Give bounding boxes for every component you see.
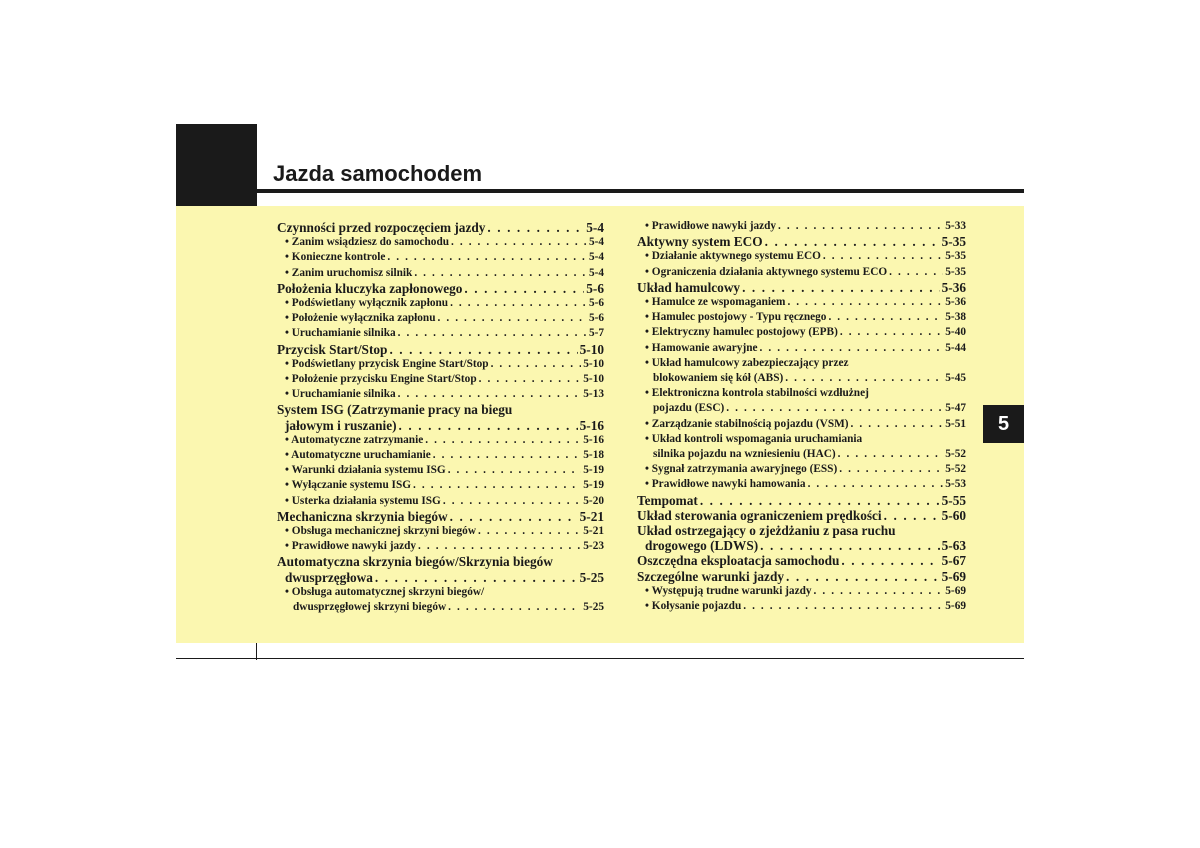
toc-entry-text: • Obsługa automatycznej skrzyni biegów/ xyxy=(285,585,485,598)
toc-line xyxy=(277,554,604,569)
toc-page-number: 5-25 xyxy=(579,569,604,585)
toc-line xyxy=(277,342,604,357)
toc-line xyxy=(277,448,604,463)
dot-leader xyxy=(375,570,578,585)
toc-subsection[interactable] xyxy=(277,326,604,341)
toc-line xyxy=(277,296,604,311)
toc-page-number: 5-33 xyxy=(945,220,966,232)
toc-page-number: 5-7 xyxy=(588,327,604,340)
toc-page-number: 5-10 xyxy=(583,357,604,370)
toc-subsection[interactable] xyxy=(637,341,966,356)
toc-line xyxy=(277,266,604,281)
toc-section[interactable] xyxy=(277,220,604,235)
toc-page-number: 5-21 xyxy=(583,525,604,538)
toc-page-number: 5-18 xyxy=(583,449,604,462)
toc-line xyxy=(277,418,604,433)
toc-page-number: 5-35 xyxy=(945,265,966,278)
toc-line xyxy=(277,250,604,265)
toc-page-number: 5-69 xyxy=(945,584,966,597)
toc-line xyxy=(277,600,604,615)
dot-leader xyxy=(814,584,944,599)
toc-section[interactable] xyxy=(277,509,604,524)
dot-leader xyxy=(413,478,581,493)
toc-entry-text: • Układ hamulcowy zabezpieczający przez xyxy=(645,356,849,369)
toc-entry-text: • Zarządzanie stabilnością pojazdu (VSM) xyxy=(645,417,849,430)
toc-page-number: 5-67 xyxy=(941,553,966,569)
toc-subsection[interactable] xyxy=(637,584,966,599)
toc-line xyxy=(277,387,604,402)
dot-leader xyxy=(448,600,581,615)
toc-subsection[interactable] xyxy=(277,372,604,387)
toc-section[interactable] xyxy=(637,493,966,508)
toc-entry-text: Automatyczna skrzynia biegów/Skrzynia biegów xyxy=(277,554,553,570)
toc-entry-text: • Automatyczne zatrzymanie xyxy=(285,433,424,446)
toc-section[interactable] xyxy=(637,280,966,295)
toc-entry-text: • Elektroniczna kontrola stabilności wzdłużnej xyxy=(645,387,869,400)
dot-leader xyxy=(414,266,587,281)
toc-entry-text: Mechaniczna skrzynia biegów xyxy=(277,508,448,524)
toc-page-number: 5-35 xyxy=(945,250,966,263)
toc-entry-text: • Sygnał zatrzymania awaryjnego (ESS) xyxy=(645,463,838,476)
dot-leader xyxy=(838,447,944,462)
toc-line xyxy=(637,569,966,584)
toc-line xyxy=(637,295,966,310)
toc-section[interactable] xyxy=(637,523,966,553)
toc-line xyxy=(637,310,966,325)
toc-section[interactable] xyxy=(277,281,604,296)
toc-entry-text: • Kołysanie pojazdu xyxy=(645,600,742,613)
toc-line xyxy=(277,524,604,539)
toc-page-number: 5-63 xyxy=(941,538,966,554)
toc-entry-text: • Podświetlany przycisk Engine Start/Stop xyxy=(285,357,489,370)
dot-leader xyxy=(743,599,943,614)
dot-leader xyxy=(389,342,577,357)
toc-line xyxy=(277,433,604,448)
toc-entry-text: • Obsługa mechanicznej skrzyni biegów xyxy=(285,525,476,538)
toc-line xyxy=(637,584,966,599)
toc-subsection[interactable] xyxy=(277,235,604,250)
toc-page-number: 5-4 xyxy=(588,236,604,249)
toc-entry-text: Oszczędna eksploatacja samochodu xyxy=(637,553,840,569)
toc-subsection[interactable] xyxy=(277,433,604,448)
toc-line xyxy=(277,585,604,600)
dot-leader xyxy=(464,281,584,296)
toc-line xyxy=(277,539,604,554)
dot-leader xyxy=(786,569,940,584)
toc-line xyxy=(637,356,966,371)
toc-page-number: 5-4 xyxy=(586,220,604,235)
toc-line xyxy=(277,494,604,509)
toc-subsection[interactable] xyxy=(637,310,966,325)
dot-leader xyxy=(760,538,939,553)
toc-page-number: 5-51 xyxy=(945,417,966,430)
toc-page-number: 5-53 xyxy=(945,478,966,491)
toc-subsection[interactable] xyxy=(637,325,966,340)
toc-section[interactable] xyxy=(277,554,604,584)
toc-line xyxy=(637,462,966,477)
toc-entry-text: Układ ostrzegający o zjeżdżaniu z pasa ruchu xyxy=(637,523,896,539)
toc-page-number: 5-40 xyxy=(945,326,966,339)
toc-subsection[interactable] xyxy=(277,463,604,478)
toc-page-number: 5-52 xyxy=(945,463,966,476)
toc-entry-text: Tempomat xyxy=(637,492,698,508)
toc-entry-text: pojazdu (ESC) xyxy=(653,402,725,415)
dot-leader xyxy=(726,401,943,416)
page-title: Jazda samochodem xyxy=(273,161,483,186)
toc-column-right xyxy=(637,219,966,614)
toc-subsection[interactable] xyxy=(637,477,966,492)
dot-leader xyxy=(491,357,582,372)
toc-line xyxy=(637,325,966,340)
dot-leader xyxy=(851,417,944,432)
toc-subsection[interactable] xyxy=(637,356,966,386)
dot-leader xyxy=(884,508,940,523)
dot-leader xyxy=(839,462,943,477)
dot-leader xyxy=(785,371,943,386)
toc-subsection[interactable] xyxy=(277,296,604,311)
dot-leader xyxy=(765,234,940,249)
toc-page-number: 5-4 xyxy=(588,266,604,279)
toc-page-number: 5-36 xyxy=(941,279,966,295)
toc-line xyxy=(637,553,966,568)
dot-leader xyxy=(778,219,943,234)
toc-subsection[interactable] xyxy=(637,265,966,280)
toc-entry-text: • Prawidłowe nawyki jazdy xyxy=(645,220,777,232)
toc-page-number: 5-35 xyxy=(941,234,966,250)
toc-entry-text: jałowym i ruszanie) xyxy=(285,417,397,433)
toc-subsection[interactable] xyxy=(637,295,966,310)
toc-page-number: 5-20 xyxy=(583,494,604,507)
toc-entry-text: • Hamulec postojowy - Typu ręcznego xyxy=(645,311,827,324)
toc-page-number: 5-38 xyxy=(945,311,966,324)
toc-line xyxy=(637,371,966,386)
toc-subsection[interactable] xyxy=(277,357,604,372)
toc-entry-text: • Hamulce ze wspomaganiem xyxy=(645,296,786,309)
toc-entry-text: • Elektryczny hamulec postojowy (EPB) xyxy=(645,326,838,339)
toc-subsection[interactable] xyxy=(277,266,604,281)
toc-section[interactable] xyxy=(637,508,966,523)
toc-line xyxy=(637,599,966,614)
toc-line xyxy=(637,234,966,249)
toc-page-number: 5-10 xyxy=(579,341,604,357)
toc-entry-text: blokowaniem się kół (ABS) xyxy=(653,372,784,385)
toc-line xyxy=(637,447,966,462)
dot-leader xyxy=(387,250,587,265)
toc-page-number: 5-52 xyxy=(945,448,966,461)
toc-subsection[interactable] xyxy=(277,539,604,554)
toc-entry-text: • Automatyczne uruchamianie xyxy=(285,449,431,462)
toc-column-left xyxy=(277,220,604,615)
toc-subsection[interactable] xyxy=(277,524,604,539)
dot-leader xyxy=(841,553,939,568)
dot-leader xyxy=(450,509,578,524)
toc-line xyxy=(637,493,966,508)
toc-entry-text: • Prawidłowe nawyki jazdy xyxy=(285,540,417,553)
toc-section[interactable] xyxy=(277,402,604,432)
toc-entry-text: • Uruchamianie silnika xyxy=(285,388,396,401)
toc-page-number: 5-6 xyxy=(586,280,604,296)
toc-entry-text: • Uruchamianie silnika xyxy=(285,327,396,340)
dot-leader xyxy=(479,372,582,387)
bottom-rule xyxy=(176,658,1024,659)
toc-page-number: 5-45 xyxy=(945,372,966,385)
toc-line xyxy=(277,478,604,493)
dot-leader xyxy=(478,524,581,539)
toc-subsection[interactable] xyxy=(637,386,966,416)
toc-entry-text: dwusprzęgłowej skrzyni biegów xyxy=(293,601,447,614)
toc-line xyxy=(637,219,966,234)
toc-entry-text: • Prawidłowe nawyki hamowania xyxy=(645,478,806,491)
toc-entry-text: • Położenie wyłącznika zapłonu xyxy=(285,312,436,325)
toc-entry-text: Układ sterowania ograniczeniem prędkości xyxy=(637,507,882,523)
dot-leader xyxy=(398,326,587,341)
toc-subsection[interactable] xyxy=(277,448,604,463)
toc-subsection[interactable] xyxy=(637,249,966,264)
toc-line xyxy=(637,477,966,492)
toc-subsection[interactable] xyxy=(637,599,966,614)
dot-leader xyxy=(418,539,581,554)
toc-page-number: 5-6 xyxy=(588,312,604,325)
toc-line xyxy=(277,372,604,387)
toc-subsection[interactable] xyxy=(277,311,604,326)
toc-line xyxy=(277,402,604,417)
dot-leader xyxy=(448,463,582,478)
toc-subsection[interactable] xyxy=(277,250,604,265)
toc-subsection[interactable] xyxy=(277,478,604,493)
dot-leader xyxy=(760,341,944,356)
toc-page-number: 5-69 xyxy=(941,568,966,584)
toc-line xyxy=(637,249,966,264)
toc-line xyxy=(277,357,604,372)
dot-leader xyxy=(808,477,944,492)
toc-entry-text: • Wyłączanie systemu ISG xyxy=(285,479,412,492)
dot-leader xyxy=(742,280,940,295)
toc-line xyxy=(277,235,604,250)
toc-line xyxy=(637,538,966,553)
toc-entry-text: • Podświetlany wyłącznik zapłonu xyxy=(285,297,449,310)
toc-entry-text: System ISG (Zatrzymanie pracy na biegu xyxy=(277,402,513,418)
toc-subsection[interactable] xyxy=(637,219,966,234)
toc-entry-text: • Hamowanie awaryjne xyxy=(645,341,758,354)
toc-entry-text: • Zanim wsiądziesz do samochodu xyxy=(285,236,450,249)
toc-line xyxy=(637,265,966,280)
toc-line xyxy=(637,508,966,523)
toc-page-number: 5-60 xyxy=(941,507,966,523)
toc-page-number: 5-44 xyxy=(945,341,966,354)
toc-entry-text: • Położenie przycisku Engine Start/Stop xyxy=(285,373,477,386)
toc-line xyxy=(637,417,966,432)
toc-entry-text: Czynności przed rozpoczęciem jazdy xyxy=(277,220,486,235)
toc-line xyxy=(277,326,604,341)
toc-section[interactable] xyxy=(637,234,966,249)
toc-entry-text: • Usterka działania systemu ISG xyxy=(285,494,441,507)
toc-page-number: 5-25 xyxy=(583,601,604,614)
toc-line xyxy=(277,281,604,296)
toc-line xyxy=(277,220,604,235)
toc-entry-text: Przycisk Start/Stop xyxy=(277,341,388,357)
toc-page-number: 5-4 xyxy=(588,251,604,264)
toc-line xyxy=(637,401,966,416)
toc-entry-text: • Ograniczenia działania aktywnego systemu ECO xyxy=(645,265,888,278)
toc-line xyxy=(277,463,604,478)
dot-leader xyxy=(700,493,940,508)
dot-leader xyxy=(450,296,587,311)
toc-entry-text: Układ hamulcowy xyxy=(637,279,741,295)
toc-page-number: 5-36 xyxy=(945,296,966,309)
toc-entry-text: • Zanim uruchomisz silnik xyxy=(285,266,413,279)
chapter-tab[interactable]: 5 xyxy=(983,405,1024,443)
toc-page-number: 5-19 xyxy=(583,464,604,477)
toc-line xyxy=(277,509,604,524)
toc-page-number: 5-6 xyxy=(588,297,604,310)
toc-entry-text: • Układ kontroli wspomagania uruchamiania xyxy=(645,432,863,445)
dot-leader xyxy=(398,387,582,402)
toc-page-number: 5-69 xyxy=(945,600,966,613)
toc-section[interactable] xyxy=(637,553,966,568)
dot-leader xyxy=(443,494,581,509)
title-underline xyxy=(257,189,1024,193)
dot-leader xyxy=(438,311,587,326)
toc-entry-text: • Konieczne kontrole xyxy=(285,251,386,264)
toc-page-number: 5-23 xyxy=(583,540,604,553)
toc-entry-text: • Występują trudne warunki jazdy xyxy=(645,584,812,597)
toc-page-number: 5-16 xyxy=(583,433,604,446)
dot-leader xyxy=(399,418,578,433)
dot-leader xyxy=(828,310,943,325)
toc-entry-text: Szczególne warunki jazdy xyxy=(637,568,784,584)
toc-entry-text: Aktywny system ECO xyxy=(637,234,763,250)
toc-entry-text: • Warunki działania systemu ISG xyxy=(285,464,446,477)
toc-line xyxy=(277,311,604,326)
toc-page-number: 5-21 xyxy=(579,508,604,524)
toc-line xyxy=(637,432,966,447)
dot-leader xyxy=(889,265,943,280)
dot-leader xyxy=(425,433,581,448)
toc-entry-text: • Działanie aktywnego systemu ECO xyxy=(645,250,821,263)
toc-subsection[interactable] xyxy=(637,462,966,477)
toc-subsection[interactable] xyxy=(637,417,966,432)
toc-entry-text: Położenia kluczyka zapłonowego xyxy=(277,280,463,296)
dot-leader xyxy=(433,448,581,463)
toc-entry-text: dwusprzęgłowa xyxy=(285,569,373,585)
dot-leader xyxy=(840,325,943,340)
toc-page-number: 5-19 xyxy=(583,479,604,492)
dot-leader xyxy=(787,295,943,310)
toc-page-number: 5-13 xyxy=(583,388,604,401)
toc-subsection[interactable] xyxy=(277,585,604,615)
toc-subsection[interactable] xyxy=(637,432,966,462)
toc-entry-text: silnika pojazdu na wzniesieniu (HAC) xyxy=(653,448,836,461)
toc-subsection[interactable] xyxy=(277,494,604,509)
toc-page-number: 5-10 xyxy=(583,373,604,386)
toc-page-number: 5-16 xyxy=(579,417,604,433)
toc-line xyxy=(637,386,966,401)
dot-leader xyxy=(451,235,587,250)
toc-section[interactable] xyxy=(277,342,604,357)
toc-line xyxy=(637,280,966,295)
toc-subsection[interactable] xyxy=(277,387,604,402)
toc-section[interactable] xyxy=(637,569,966,584)
toc-line xyxy=(277,570,604,585)
header-black-block xyxy=(176,124,257,206)
dot-leader xyxy=(823,249,943,264)
toc-page-number: 5-47 xyxy=(945,402,966,415)
toc-entry-text: drogowego (LDWS) xyxy=(645,538,759,554)
toc-line xyxy=(637,523,966,538)
toc-line xyxy=(637,341,966,356)
toc-page-number: 5-55 xyxy=(941,492,966,508)
dot-leader xyxy=(487,220,584,235)
